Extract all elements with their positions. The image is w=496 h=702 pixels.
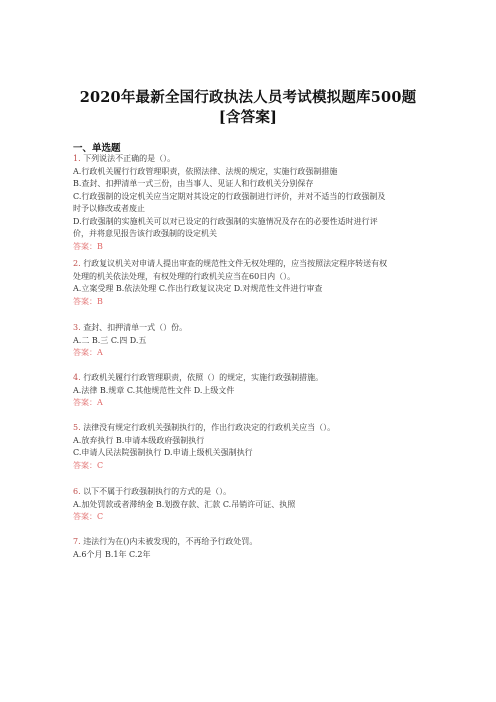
section-heading: 一、单选题 [73,143,121,154]
option-line: A.二 B.三 C.四 D.五 [73,335,147,345]
option-line: 时予以修改或者废止 [73,204,145,213]
question-number: 7. [73,537,81,546]
option-line: A.加处罚款或者滞纳金 B.划拨存款、汇款 C.吊销许可证、执照 [73,499,296,509]
question-stem [73,372,433,385]
option-line: A.立案受理 B.依法处理 C.作出行政复议决定 D.对规范性文件进行审查 [73,284,323,293]
stem-line: 法律没有规定行政机关强制执行的，作出行政决定的行政机关应当（）。 [83,423,336,432]
answer-label: 答案：C [73,512,104,521]
question-stem [73,422,433,435]
option-line: A.6个月 B.1年 C.2年 [73,549,151,559]
question-6 [73,486,433,524]
question-number: 4. [73,373,81,382]
option-line: C.行政强制的设定机关应当定期对其设定的行政强制进行评价，并对不适当的行政强制及 [73,191,386,201]
question-stem [73,153,433,166]
option-line: A.行政机关履行行政管理职责，依照法律、法规的规定，实施行政强制措施 [73,166,338,176]
stem-line: 行政复议机关对申请人提出审查的规范性文件无权处理的，应当按照法定程序转送有权 [83,259,388,268]
stem-line: 以下不属于行政强制执行的方式的是（）。 [83,487,232,496]
option-line: C.申请人民法院强制执行 D.申请上级机关强制执行 [73,448,253,457]
question-stem [73,486,433,499]
answer-label: 答案：A [73,348,103,357]
document-subtitle: [含答案] [218,109,278,126]
stem-line: 下列说法不正确的是（）。 [83,154,176,163]
option-line: 价，并将意见报告该行政强制的设定机关 [73,229,217,238]
question-stem [73,536,433,549]
option-line: A.法律 B.规章 C.其他规范性文件 D.上级文件 [73,385,235,395]
question-1 [73,153,433,253]
question-number: 1. [73,154,81,163]
question-2 [73,258,433,308]
stem-line: 违法行为在()内未被发现的，不再给予行政处罚。 [83,537,258,546]
question-stem [73,258,433,271]
answer-label: 答案：C [73,460,104,470]
question-4 [73,372,433,410]
option-line: A.放弃执行 B.申请本级政府强制执行 [73,435,205,445]
question-stem [73,322,433,335]
answer-label: 答案：B [73,296,103,306]
question-number: 6. [73,487,81,496]
answer-label: 答案：B [73,241,103,251]
question-7 [73,536,433,561]
question-5 [73,422,433,472]
option-line: B.查封、扣押清单一式三份，由当事人、见证人和行政机关分别保存 [73,179,314,188]
stem-line: 行政机关履行行政管理职责，依照（）的规定，实施行政强制措施。 [83,373,324,382]
stem-line: 查封、扣押清单一式（）份。 [83,323,188,332]
question-3 [73,322,433,360]
stem-line: 处理的机关依法处理，有权处理的行政机关应当在60日内（）。 [73,271,296,281]
question-number: 3. [73,323,81,332]
question-number: 2. [73,259,81,268]
answer-label: 答案：A [73,398,103,407]
question-number: 5. [73,423,81,432]
document-title: 2020年最新全国行政执法人员考试模拟题库500题 [79,89,417,106]
option-line: D.行政强制的实施机关可以对已设定的行政强制的实施情况及存在的必要性适时进行评 [73,216,378,226]
